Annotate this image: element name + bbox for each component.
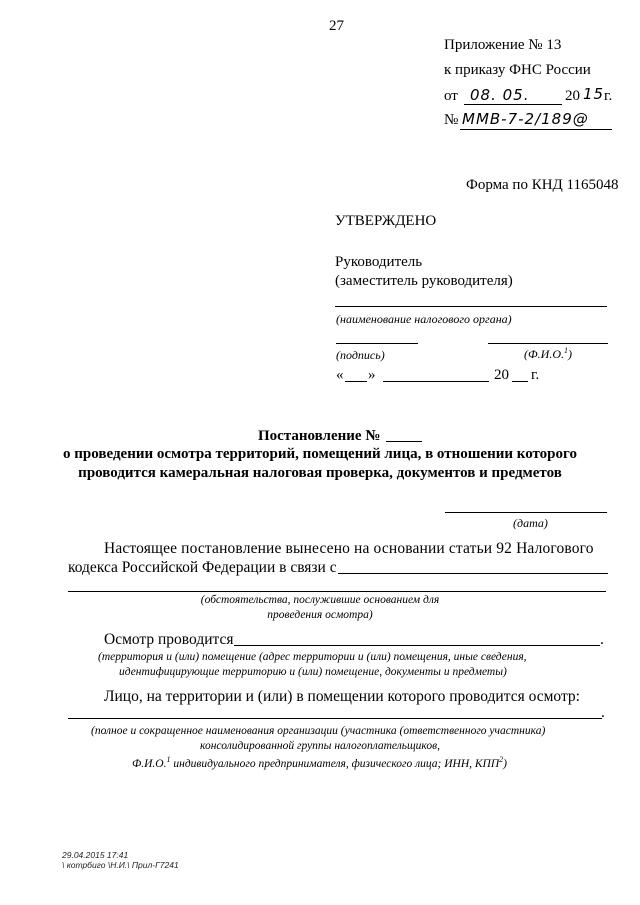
appendix-number-line — [460, 129, 612, 130]
resolution-date-line — [445, 512, 607, 513]
fio-caption: (Ф.И.О.$^1$) — [524, 346, 572, 361]
approval-year-prefix: 20 — [494, 367, 509, 383]
person-label: Лицо, на территории и (или) в помещении которого проводится осмотр: — [104, 688, 580, 705]
basis-caption-1: (обстоятельства, послужившие основанием для — [200, 594, 440, 606]
resolution-title: Постановление № — [258, 428, 381, 444]
inspection-label: Осмотр проводится — [104, 631, 234, 648]
person-caption-3: Ф.И.О.$^1$ индивидуального предпринимателя, физического лица; ИНН, КПП$^2$) — [132, 755, 507, 770]
person-caption-1: (полное и сокращенное наименования организации (участника (ответственного участника) — [91, 725, 546, 737]
approved-deputy: (заместитель руководителя) — [335, 273, 513, 289]
footer-file-path: \ котрбиго \Н.И.\ Прил-Г7241 — [62, 860, 179, 870]
appendix-number-handwritten: ММВ-7-2/189@ — [462, 110, 589, 128]
person-caption-2: консолидированной группы налогоплательщиков, — [200, 740, 440, 752]
approval-date-quote-close: » — [368, 367, 376, 383]
approval-month-line — [383, 381, 489, 382]
approval-date-quote-open: « — [336, 367, 344, 383]
inspection-field-line — [234, 645, 600, 646]
basis-line-1: Настоящее постановление вынесено на основании статьи 92 Налогового — [104, 540, 594, 557]
appendix-number-prefix: № — [444, 112, 459, 128]
approval-year-line — [512, 381, 528, 382]
page-number: 27 — [329, 18, 344, 34]
inspection-caption-1: (территория и (или) помещение (адрес территории и (или) помещения, иные сведения, — [98, 651, 527, 663]
basis-caption-2: проведения осмотра) — [267, 609, 373, 621]
signature-line — [336, 343, 418, 344]
appendix-year-handwritten: 15 — [583, 85, 605, 103]
approved-head: Руководитель — [335, 254, 423, 270]
approval-day-line — [345, 381, 367, 382]
inspection-period: . — [600, 631, 604, 648]
appendix-date-prefix: от — [444, 88, 458, 104]
tax-authority-caption: (наименование налогового органа) — [336, 312, 512, 326]
signature-caption: (подпись) — [336, 348, 385, 362]
fio-line — [488, 343, 608, 344]
appendix-order: к приказу ФНС России — [444, 62, 591, 78]
footer-timestamp: 29.04.2015 17:41 — [62, 850, 129, 860]
basis-field-line-1 — [338, 573, 608, 574]
appendix-year-suffix: г. — [604, 88, 613, 104]
tax-authority-line — [335, 306, 607, 307]
appendix-year-prefix: 20 — [565, 88, 580, 104]
appendix-date-handwritten: 08. 05. — [470, 86, 530, 104]
person-field-line — [68, 718, 602, 719]
form-code: Форма по КНД 1165048 — [466, 177, 619, 193]
basis-line-2: кодекса Российской Федерации в связи с — [68, 559, 337, 576]
approval-year-suffix: г. — [531, 367, 540, 383]
inspection-caption-2: идентифицирующие территорию и (или) помещение, документы и предметы) — [119, 666, 507, 678]
appendix-title: Приложение № 13 — [444, 37, 562, 53]
appendix-date-line — [464, 104, 562, 105]
basis-field-line-2 — [68, 591, 606, 592]
approved-title: УТВЕРЖДЕНО — [335, 213, 437, 229]
person-period: . — [601, 704, 605, 721]
resolution-date-caption: (дата) — [513, 516, 548, 530]
resolution-subtitle-2: проводится камеральная налоговая проверка, документов и предметов — [78, 465, 562, 481]
resolution-number-line — [386, 441, 422, 442]
resolution-subtitle-1: о проведении осмотра территорий, помещений лица, в отношении которого — [63, 446, 577, 462]
